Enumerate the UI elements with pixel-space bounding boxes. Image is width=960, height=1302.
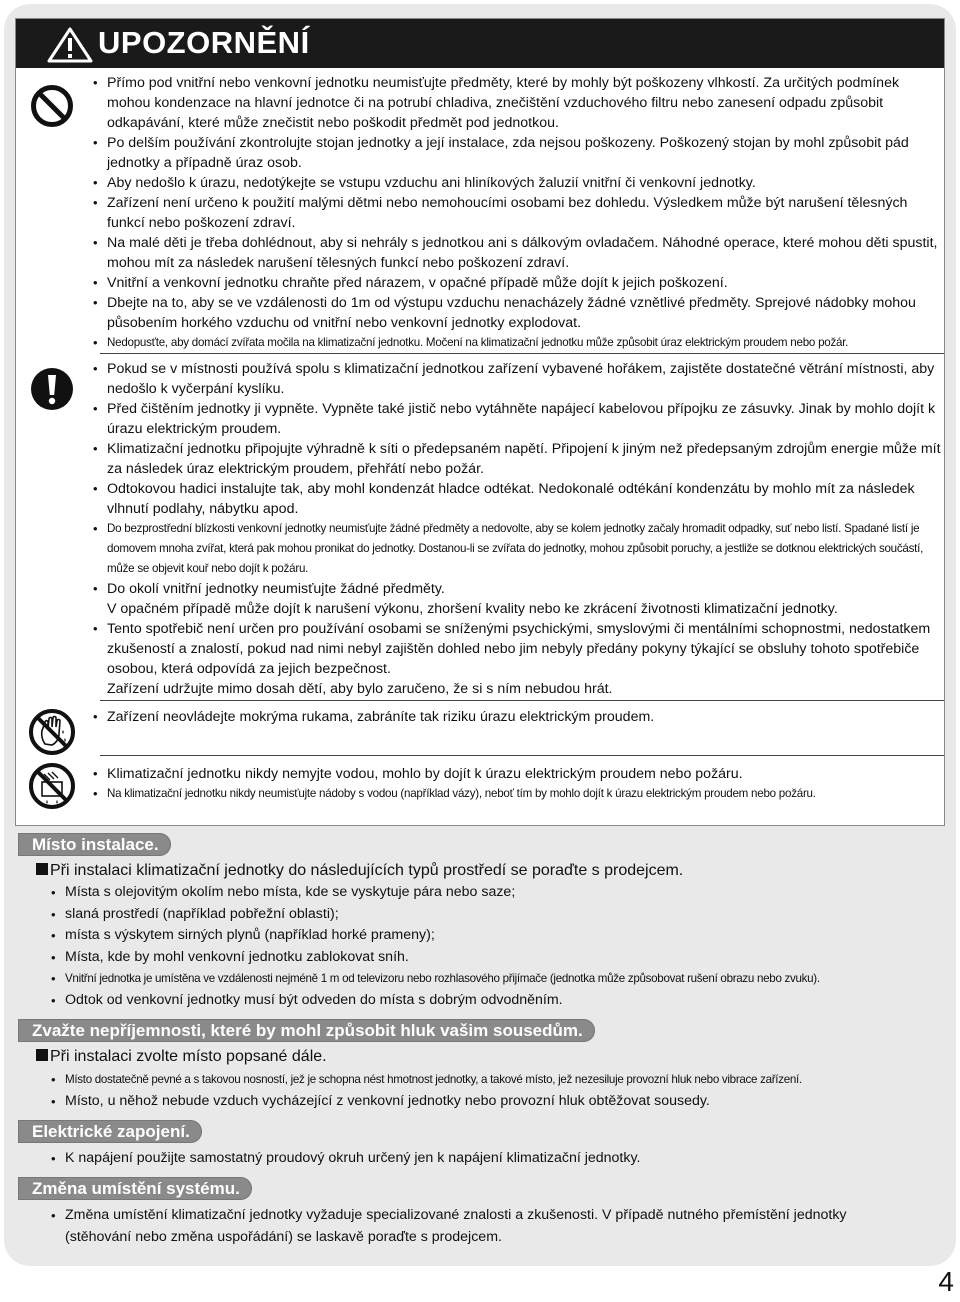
list-item: • Nedopusťte, aby domácí zvířata močila na klimatizační jednotku. Močení na klimatizační jednotku může způsobit úraz elektrickým proudem nebo požár. bbox=[92, 333, 944, 353]
list-item: • Do okolí vnitřní jednotky neumisťujte žádné předměty. V opačném případě může dojít k narušení výkonu, zhoršení kvality nebo ke zkrácení životnosti klimatizační jednotky. bbox=[92, 579, 944, 619]
list-item: • Zařízení není určeno k použití malými dětmi nebo nemohoucími osobami bez dohledu. Výsledkem může být narušení tělesných funkcí nebo poškození zdraví. bbox=[92, 193, 944, 233]
section-title-noise: Zvažte nepříjemnosti, které by mohl způsobit hluk vašim sousedům. bbox=[18, 1019, 595, 1042]
divider bbox=[100, 353, 944, 354]
warning-list-general bbox=[92, 73, 944, 353]
relocation-list bbox=[50, 1205, 910, 1248]
list-item: • Přímo pod vnitřní nebo venkovní jednotku neumisťujte předměty, které by mohly být poškozeny vlhkostí. Za určitých podmínek mohou kondenzace na hlavní jednotce či na potrubí chladiva, znečištění vzduchového filtru nebo zanesení odpadu způsobit odkapávání, které může znečistit nebo poškodit předmět pod jednotkou. bbox=[92, 73, 944, 133]
square-bullet-icon bbox=[36, 863, 48, 875]
list-item: • místa s výskytem sirných plynů (například horké prameny); bbox=[50, 925, 940, 947]
list-item: • Místa s olejovitým okolím nebo místa, kde se vyskytuje pára nebo saze; bbox=[50, 882, 940, 904]
prohibition-icon bbox=[30, 84, 74, 128]
list-item: • Změna umístění klimatizační jednotky vyžaduje specializované znalosti a zkušenosti. V případě nutného přemístění jednotky (stěhování nebo změna uspořádání) se laskavě poraďte s prodejcem. bbox=[50, 1205, 910, 1248]
list-item: • Aby nedošlo k úrazu, nedotýkejte se vstupu vzduchu ani hliníkových žaluzií vnitřní či venkovní jednotky. bbox=[92, 173, 944, 193]
noise-heading: Při instalaci zvolte místo popsané dále. bbox=[36, 1046, 327, 1068]
warning-header bbox=[16, 19, 944, 68]
noise-list bbox=[50, 1069, 940, 1112]
list-item: • Odtok od venkovní jednotky musí být odveden do místa s dobrým odvodněním. bbox=[50, 990, 940, 1012]
install-heading: Při instalaci klimatizační jednotky do následujících typů prostředí se poraďte s prodejcem. bbox=[36, 860, 683, 882]
list-item: • Klimatizační jednotku nikdy nemyjte vodou, mohlo by dojít k úrazu elektrickým proudem nebo požáru. bbox=[92, 764, 944, 784]
page-number: 4 bbox=[938, 1266, 954, 1297]
list-item: • Místo dostatečně pevné a s takovou nosností, jež je schopna nést hmotnost jednotky, a takové místo, jež nezesiluje provozní hluk nebo vibrace zařízení. bbox=[50, 1069, 940, 1091]
list-item: • Odtokovou hadici instalujte tak, aby mohl kondenzát hladce odtékat. Nedokonalé odtékání kondenzátu by mohlo mít za následek vlhnutí podlahy, nábytku apod. bbox=[92, 479, 944, 519]
warning-list-water bbox=[92, 764, 944, 804]
list-item: • Místa, kde by mohl venkovní jednotku zablokovat sníh. bbox=[50, 947, 940, 969]
list-item: • Vnitřní jednotka je umístěna ve vzdálenosti nejméně 1 m od televizoru nebo rozhlasového přijímače (jednotka může způsobovat rušení obrazu nebo zvuku). bbox=[50, 968, 940, 990]
no-wet-hands-icon bbox=[28, 708, 76, 756]
warning-triangle-icon bbox=[47, 27, 93, 63]
list-item: • Do bezprostřední blízkosti venkovní jednotky neumisťujte žádné předměty a nedovolte, aby se kolem jednotky začaly hromadit odpadky, suť nebo listí. Spadané listí je domovem mnoha zvířat, která pak mohou pronikat do jednotky. Dostanou-li se zvířata do jednotky, mohou způsobit poruchy, a jestliže se dotknou elektrických součástí, může se objevit kouř nebo dojít k požáru. bbox=[92, 519, 944, 579]
warning-title: UPOZORNĚNÍ bbox=[98, 25, 310, 60]
list-item: • Místo, u něhož nebude vzduch vycházející z venkovní jednotky nebo provozní hluk obtěžovat sousedy. bbox=[50, 1091, 940, 1113]
warning-box bbox=[15, 18, 945, 826]
list-item: • Před čištěním jednotky ji vypněte. Vypněte také jistič nebo vytáhněte napájecí kabelovou přípojku ze zásuvky. Jinak by mohlo dojít k úrazu elektrickým proudem. bbox=[92, 399, 944, 439]
no-water-icon bbox=[28, 762, 76, 810]
exclamation-icon bbox=[30, 367, 74, 411]
section-title-relocation: Změna umístění systému. bbox=[18, 1177, 252, 1200]
divider bbox=[100, 755, 944, 756]
list-item: • Tento spotřebič není určen pro používání osobami se sníženými psychickými, smyslovými či mentálními schopnostmi, nedostatkem zkušeností a znalostí, pokud nad nimi nebyl zajištěn dohled nebo jim nebyly předány pokyny týkající se obsluhy tohoto spotřebiče osobou, která odpovídá za jejich bezpečnost. Zařízení udržujte mimo dosah dětí, aby bylo zaručeno, že si s ním nebudou hrát. bbox=[92, 619, 944, 699]
list-item: • Klimatizační jednotku připojujte výhradně k síti o předepsaném napětí. Připojení k jiným než předepsaným zdrojům energie může mít za následek úraz elektrickým proudem, přehřátí nebo požár. bbox=[92, 439, 944, 479]
section-title-install: Místo instalace. bbox=[18, 833, 171, 856]
warning-list-wet-hands bbox=[92, 707, 944, 727]
list-item: • slaná prostředí (například pobřežní oblasti); bbox=[50, 904, 940, 926]
list-item: • Pokud se v místnosti používá spolu s klimatizační jednotkou zařízení vybavené hořákem, zajistěte dostatečné větrání místnosti, aby nedošlo k vyčerpání kyslíku. bbox=[92, 359, 944, 399]
list-item: • Na klimatizační jednotku nikdy neumisťujte nádoby s vodou (například vázy), neboť tím by mohlo dojít k úrazu elektrickým proudem nebo požáru. bbox=[92, 784, 944, 804]
list-item: • K napájení použijte samostatný proudový okruh určený jen k napájení klimatizační jednotky. bbox=[50, 1148, 940, 1170]
divider bbox=[100, 700, 944, 701]
electric-list bbox=[50, 1148, 940, 1170]
install-list bbox=[50, 882, 940, 1012]
list-item: • Dbejte na to, aby se ve vzdálenosti do 1m od výstupu vzduchu nenacházely žádné vznětlivé předměty. Sprejové nádobky mohou působením horkého vzduchu od vnitřní nebo venkovní jednotky explodovat. bbox=[92, 293, 944, 333]
warning-list-mandatory bbox=[92, 359, 944, 699]
list-item: • Zařízení neovládejte mokrýma rukama, zabráníte tak riziku úrazu elektrickým proudem. bbox=[92, 707, 944, 727]
list-item: • Vnitřní a venkovní jednotku chraňte před nárazem, v opačné případě může dojít k jejich poškození. bbox=[92, 273, 944, 293]
square-bullet-icon bbox=[36, 1049, 48, 1061]
list-item: • Na malé děti je třeba dohlédnout, aby si nehrály s jednotkou ani s dálkovým ovladačem. Náhodné operace, které mohou děti spustit, mohou mít za následek narušení tělesných funkcí nebo poškození zdraví. bbox=[92, 233, 944, 273]
list-item: • Po delším používání zkontrolujte stojan jednotky a její instalace, zda nejsou poškozeny. Poškozený stojan by mohl způsobit pád jednotky a případně úraz osob. bbox=[92, 133, 944, 173]
section-title-electric: Elektrické zapojení. bbox=[18, 1120, 202, 1143]
